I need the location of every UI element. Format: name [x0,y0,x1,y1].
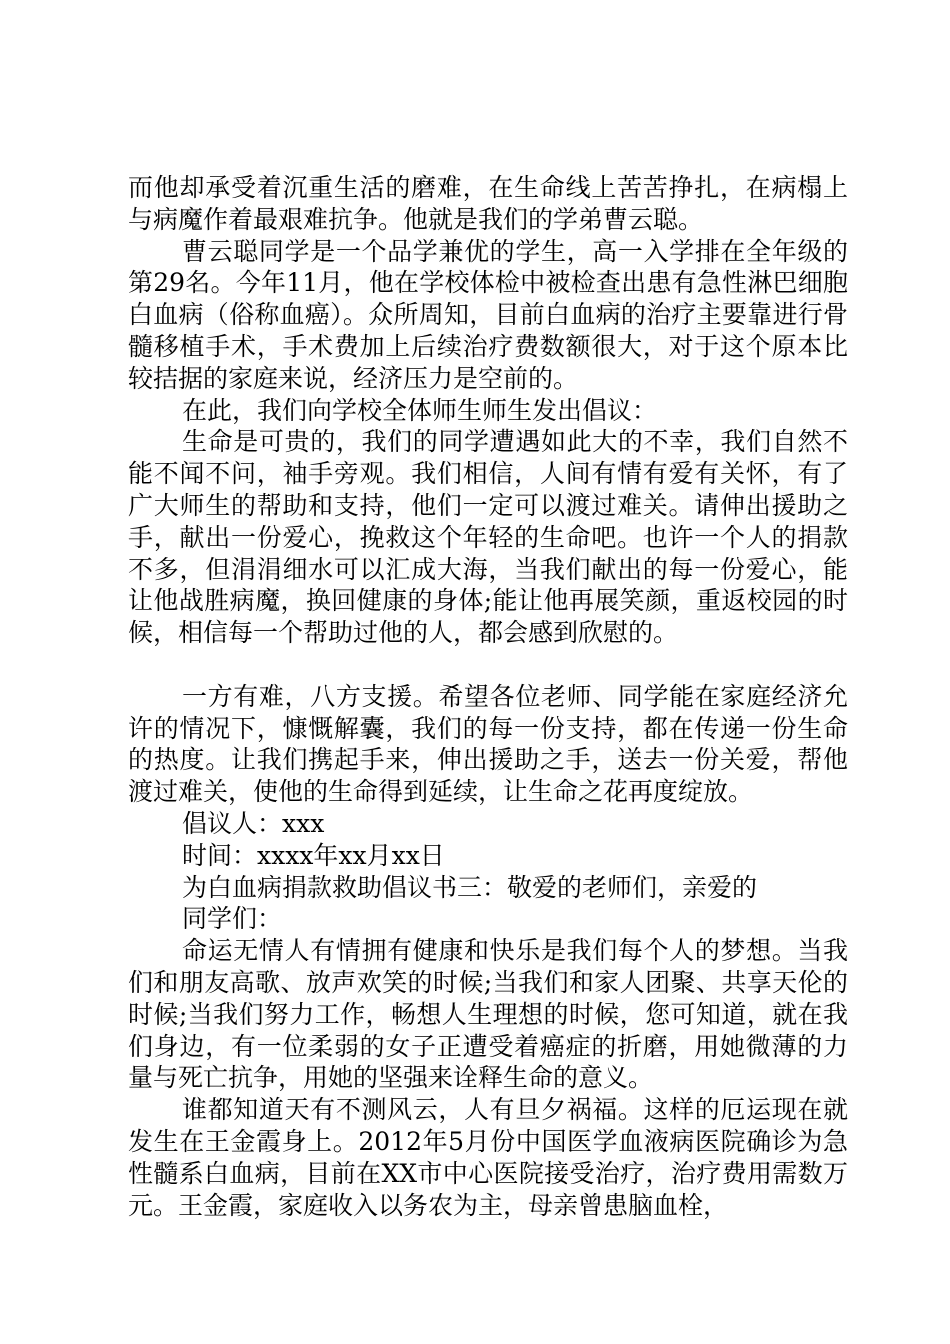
salutation: 同学们： [182,904,283,934]
paragraph-2: 曹云聪同学是一个品学兼优的学生，高一入学排在全年级的第29名。今年11月，他在学校体检中被检查出患有急性淋巴细胞白血病（俗称血癌）。众所周知，目前白血病的治疗主要靠进行骨髓移植手术，手术费加上后续治疗费数额很大，对于这个原本比较拮据的家庭来说，经济压力是空前的。 [128,236,848,393]
paragraph-7: 谁都知道天有不测风云，人有旦夕祸福。这样的厄运现在就发生在王金霞身上。2012年5月份中国医学血液病医院确诊为急性髓系白血病，目前在XX市中心医院接受治疗，治疗费用需数万元。王金霞，家庭收入以务农为主，母亲曾患脑血栓， [128,1095,848,1220]
document-body [128,172,848,1221]
date-line: 时间：xxxx年xx月xx日 [182,840,445,870]
paragraph-3: 在此，我们向学校全体师生师生发出倡议： [182,395,658,425]
paragraph-5: 一方有难，八方支援。希望各位老师、同学能在家庭经济允许的情况下，慷慨解囊，我们的每一份支持，都在传递一份生命的热度。让我们携起手来，伸出援助之手，送去一份关爱，帮他渡过难关，使他的生命得到延续，让生命之花再度绽放。 [128,681,848,807]
paragraph-4: 生命是可贵的，我们的同学遭遇如此大的不幸，我们自然不能不闻不问，袖手旁观。我们相信，人间有情有爱有关怀，有了广大师生的帮助和支持，他们一定可以渡过难关。请伸出援助之手，献出一份爱心，挽救这个年轻的生命吧。也许一个人的捐款不多，但涓涓细水可以汇成大海，当我们献出的每一份爱心，能让他战胜病魔，换回健康的身体;能让他再展笑颜，重返校园的时候，相信每一个帮助过他的人，都会感到欣慰的。 [128,427,848,648]
section-heading: 为白血病捐款救助倡议书三：敬爱的老师们，亲爱的 [182,872,758,902]
initiator-line: 倡议人：xxx [182,808,325,838]
paragraph-6: 命运无情人有情拥有健康和快乐是我们每个人的梦想。当我们和朋友高歌、放声欢笑的时候;当我们和家人团聚、共享天伦的时候;当我们努力工作，畅想人生理想的时候，您可知道，就在我们身边，有一位柔弱的女子正遭受着癌症的折磨，用她微薄的力量与死亡抗争，用她的坚强来诠释生命的意义。 [128,936,848,1093]
paragraph-1: 而他却承受着沉重生活的磨难，在生命线上苦苦挣扎，在病榻上与病魔作着最艰难抗争。他就是我们的学弟曹云聪。 [128,173,848,234]
blank-line [128,649,848,681]
